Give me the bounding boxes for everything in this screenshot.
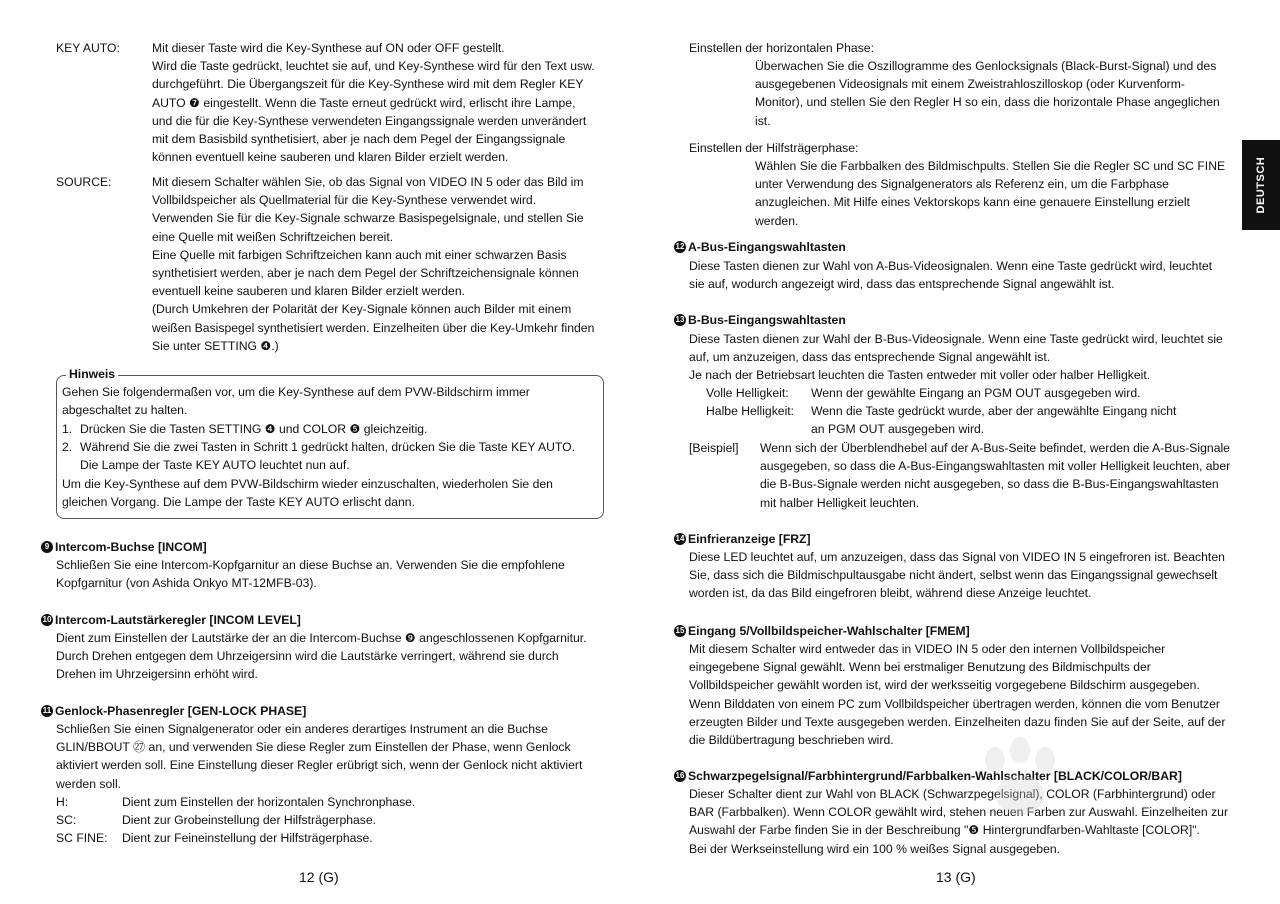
language-tab: [1242, 140, 1280, 230]
genlock-item-sc-fine: [56, 829, 616, 847]
source-term: SOURCE:: [56, 175, 112, 189]
fmem-heading: [674, 622, 970, 640]
genlock-item-term: SC:: [56, 813, 77, 827]
bbus-example: [689, 439, 1239, 512]
item-number-badge: 15: [675, 626, 685, 636]
item-number-badge: 13: [675, 315, 685, 325]
page-number-right: 13 (G): [936, 869, 976, 885]
bbus-item-full: [706, 384, 1226, 402]
bbus-item-half: [706, 402, 1226, 438]
item-number-badge: 14: [675, 534, 685, 544]
horiz-phase-text: Überwachen Sie die Oszillogramme des Genlocksignals (Black-Burst-Signal) und des ausgegebenen Videosignals mit einem Zweistrahloszilloskop (oder Kurvenform- Monitor), und stellen Sie den Regler H so ein, dass die horizontale Phase angeglichen ist.: [755, 59, 1220, 128]
hint-step: [62, 420, 602, 438]
incom-title: Intercom-Buchse [INCOM]: [55, 540, 207, 554]
bbus-text: Diese Tasten dienen zur Wahl der B-Bus-Videosignale. Wenn eine Taste gedrückt wird, leuchtet sie auf, um anzuzeigen, dass das entsprechende Signal angewählt ist. Je nach der Betriebsart leuchten die Tasten entweder mit voller oder halber Helligkeit.: [689, 332, 1223, 383]
item-number-badge: 11: [42, 706, 52, 716]
horiz-phase-label: Einstellen der horizontalen Phase:: [689, 41, 874, 55]
incom-level-heading: [41, 611, 301, 629]
bbus-item-def: Wenn der gewählte Eingang an PGM OUT ausgegeben wird.: [811, 386, 1141, 400]
genlock-item-sc: [56, 811, 616, 829]
hint-step-number: 1.: [62, 422, 73, 436]
item-number-badge: 9: [41, 541, 53, 553]
bbus-example-text: Wenn sich der Überblendhebel auf der A-Bus-Seite befindet, werden die A-Bus-Signale ausgegeben, so dass die A-Bus-Eingangswahltasten mit voller Helligkeit leuchten, aber die B-Bus-Signale werden nicht ausgegeben, so dass die B-Bus-Eingangswahltasten mit halber Helligkeit leuchten.: [760, 441, 1231, 510]
key-auto-term: KEY AUTO:: [56, 41, 120, 55]
language-tab-label: DEUTSCH: [1254, 156, 1267, 214]
bbus-item-term: Volle Helligkeit:: [706, 386, 789, 400]
bbus-title: B-Bus-Eingangswahltasten: [688, 313, 846, 327]
frz-title: Einfrieranzeige [FRZ]: [688, 532, 811, 546]
abus-title: A-Bus-Eingangswahltasten: [688, 240, 846, 254]
hint-step: [62, 438, 602, 474]
incom-text: Schließen Sie eine Intercom-Kopfgarnitur an diese Buchse an. Verwenden Sie die empfohlene Kopfgarnitur (von Ashida Onkyo MT-12MFB-03).: [56, 558, 565, 591]
genlock-item-term: H:: [56, 795, 69, 809]
item-number-badge: 16: [675, 771, 685, 781]
abus-heading: [674, 238, 846, 256]
bbus-heading: [674, 311, 846, 329]
frz-text: Diese LED leuchtet auf, um anzuzeigen, dass das Signal von VIDEO IN 5 eingefroren ist. Beachten Sie, dass sich die Bildmischpultausgabe nicht ändert, selbst wenn das Eingangssignal gewechselt worden ist, da das Bild eingefroren bleibt, während diese Anzeige leuchtet.: [689, 550, 1225, 601]
hint-step-text: Drücken Sie die Tasten SETTING ❹ und COLOR ❺ gleichzeitig.: [80, 422, 428, 436]
genlock-title: Genlock-Phasenregler [GEN-LOCK PHASE]: [55, 704, 307, 718]
genlock-item-term: SC FINE:: [56, 831, 108, 845]
genlock-item-def: Dient zur Feineinstellung der Hilfsträgerphase.: [122, 831, 373, 845]
sub-phase-label: Einstellen der Hilfsträgerphase:: [689, 141, 859, 155]
source-text: Mit diesem Schalter wählen Sie, ob das Signal von VIDEO IN 5 oder das Bild im Vollbildspeicher als Quellmaterial für die Key-Synthese verwendet wird. Verwenden Sie für die Key-Signale schwarze Basispegelsignale, und stellen Sie eine Quelle mit weißen Schriftzeichen bereit. Eine Quelle mit farbigen Schriftzeichen kann auch mit einer schwarzen Basis synthetisiert werden, aber je nach dem Pegel der Schriftzeichensignale können eventuell keine sauberen und klaren Bilder erzielt werden. (Durch Umkehren der Polarität der Key-Signale können auch Bilder mit einem weißen Basispegel synthetisiert werden. Einzelheiten über die Key-Umkehr finden Sie unter SETTING ❹.): [152, 175, 595, 353]
page-number-left: 12 (G): [299, 869, 339, 885]
bbus-item-term: Halbe Helligkeit:: [706, 404, 795, 418]
black-title: Schwarzpegelsignal/Farbhintergrund/Farbbalken-Wahlschalter [BLACK/COLOR/BAR]: [688, 769, 1182, 783]
black-text: Dieser Schalter dient zur Wahl von BLACK (Schwarzpegelsignal), COLOR (Farbhintergrund) oder BAR (Farbbalken). Wenn COLOR gewählt wird, stehen neuen Farben zur Auswahl. Einzelheiten zur Auswahl der Farbe finden Sie in der Beschreibung "❺ Hintergrundfarben-Wahltaste [COLOR]". Bei der Werkseinstellung wird ein 100 % weißes Signal ausgegeben.: [689, 787, 1229, 856]
hint-step-number: 2.: [62, 440, 73, 455]
hint-outro: Um die Key-Synthese auf dem PVW-Bildschirm wieder einzuschalten, wiederholen Sie den gleichen Vorgang. Die Lampe der Taste KEY AUTO erlischt dann.: [62, 477, 553, 510]
hint-title: Hinweis: [66, 366, 118, 382]
incom-heading: [41, 538, 207, 556]
incom-level-text: Dient zum Einstellen der Lautstärke der an die Intercom-Buchse ❾ angeschlossenen Kopfgarnitur. Durch Drehen entgegen dem Uhrzeigersinn wird die Lautstärke verringert, während sie durch Drehen im Uhrzeigersinn erhöht wird.: [56, 631, 587, 682]
genlock-item-def: Dient zum Einstellen der horizontalen Synchronphase.: [122, 795, 416, 809]
hint-step-text: Während Sie die zwei Tasten in Schritt 1 gedrückt halten, drücken Sie die Taste KEY AUTO. Die Lampe der Taste KEY AUTO leuchtet nun auf.: [80, 440, 575, 473]
genlock-text: Schließen Sie einen Signalgenerator oder ein anderes derartiges Instrument an die Buchse GLIN/BBOUT ㉗ an, und verwenden Sie diese Regler zum Einstellen der Phase, wenn Genlock aktiviert werden soll. Eine Einstellung dieser Regler erübrigt sich, wenn der Genlock nicht aktiviert werden soll.: [56, 722, 583, 791]
key-auto-entry: [56, 39, 616, 166]
item-number-badge: 10: [42, 615, 52, 625]
bbus-item-def: Wenn die Taste gedrückt wurde, aber der angewählte Eingang nicht an PGM OUT ausgegeben wird.: [811, 404, 1177, 437]
bbus-example-term: [Beispiel]: [689, 441, 739, 455]
genlock-heading: [41, 702, 306, 720]
genlock-item-def: Dient zur Grobeinstellung der Hilfsträgerphase.: [122, 813, 377, 827]
hint-steps: [62, 420, 602, 475]
abus-text: Diese Tasten dienen zur Wahl von A-Bus-Videosignalen. Wenn eine Taste gedrückt wird, leuchtet sie auf, wodurch angezeigt wird, dass das entsprechende Signal angewählt ist.: [689, 259, 1213, 292]
key-auto-text: Mit dieser Taste wird die Key-Synthese auf ON oder OFF gestellt. Wird die Taste gedrückt, leuchtet sie auf, und Key-Synthese wird für den Text usw. durchgeführt. Die Übergangszeit für die Key-Synthese wird mit dem Regler KEY AUTO ❼ eingestellt. Wenn die Taste erneut gedrückt wird, erlischt ihre Lampe, und die für die Key-Synthese verwendeten Eingangssignale werden unverändert mit dem Basisbild synthetisiert, aber je nach dem Pegel der Eingangssignale können eventuell keine sauberen und klaren Bilder erzielt werden.: [152, 41, 595, 165]
fmem-text: Mit diesem Schalter wird entweder das in VIDEO IN 5 oder den internen Vollbildspeicher eingegebene Signal gewählt. Wenn bei erstmaliger Benutzung des Bildmischpults der Vollbildspeicher gewählt worden ist, wird der werksseitig vorgegebene Bildschirm ausgegeben. Wenn Bilddaten von einem PC zum Vollbildspeicher übertragen werden, können die vom Benutzer erzeugten Bilder und Texte ausgegeben werden. Einzelheiten dazu finden Sie auf der Seite, auf der die Bildübertragung beschrieben wird.: [689, 642, 1226, 748]
frz-heading: [674, 530, 811, 548]
fmem-title: Eingang 5/Vollbildspeicher-Wahlschalter [FMEM]: [688, 624, 970, 638]
item-number-badge: 12: [675, 242, 685, 252]
sub-phase-text: Wählen Sie die Farbbalken des Bildmischpults. Stellen Sie die Regler SC und SC FINE unter Verwendung des Signalgenerators als Referenz ein, um die Farbphase anzugleichen. Mit Hilfe eines Vektorskops kann eine genauere Einstellung erzielt werden.: [755, 159, 1226, 228]
incom-level-title: Intercom-Lautstärkeregler [INCOM LEVEL]: [55, 613, 301, 627]
hint-intro: Gehen Sie folgendermaßen vor, um die Key-Synthese auf dem PVW-Bildschirm immer abgeschaltet zu halten.: [62, 385, 530, 418]
source-entry: [56, 173, 616, 355]
genlock-item-h: [56, 793, 616, 811]
watermark-paw-icon: [880, 720, 1170, 850]
